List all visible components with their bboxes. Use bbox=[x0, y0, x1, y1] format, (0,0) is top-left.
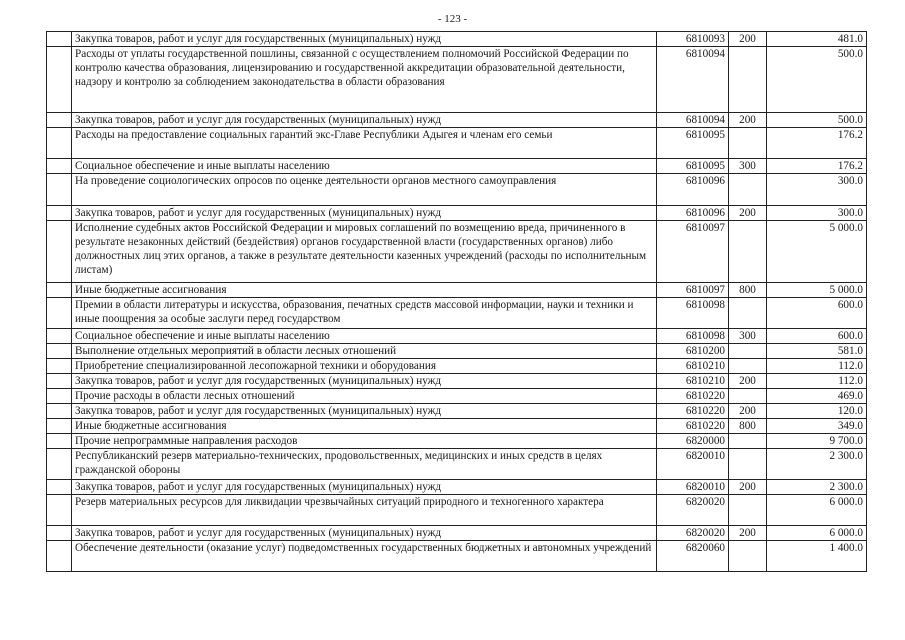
row-blank-cell bbox=[47, 404, 72, 419]
row-type-cell bbox=[729, 128, 767, 159]
table-row bbox=[47, 174, 867, 206]
row-sum-cell: 6 000.0 bbox=[767, 495, 867, 526]
table-row bbox=[47, 128, 867, 159]
row-code-cell: 6820010 bbox=[657, 449, 729, 480]
row-code-cell: 6810210 bbox=[657, 374, 729, 389]
table-row bbox=[47, 113, 867, 128]
row-code-cell: 6810096 bbox=[657, 174, 729, 206]
row-blank-cell bbox=[47, 419, 72, 434]
row-code-cell: 6810096 bbox=[657, 206, 729, 221]
row-blank-cell bbox=[47, 32, 72, 47]
row-code-cell: 6820060 bbox=[657, 541, 729, 572]
table-row bbox=[47, 480, 867, 495]
row-code-cell: 6820000 bbox=[657, 434, 729, 449]
row-sum-cell: 469.0 bbox=[767, 389, 867, 404]
table-row bbox=[47, 329, 867, 344]
table-row bbox=[47, 404, 867, 419]
row-blank-cell bbox=[47, 113, 72, 128]
row-sum-cell: 581.0 bbox=[767, 344, 867, 359]
row-type-cell bbox=[729, 495, 767, 526]
row-code-cell: 6810094 bbox=[657, 47, 729, 113]
row-blank-cell bbox=[47, 434, 72, 449]
row-blank-cell bbox=[47, 206, 72, 221]
row-code-cell: 6820020 bbox=[657, 495, 729, 526]
row-code-cell: 6820010 bbox=[657, 480, 729, 495]
row-code-cell: 6810098 bbox=[657, 298, 729, 329]
row-sum-cell: 6 000.0 bbox=[767, 526, 867, 541]
row-blank-cell bbox=[47, 359, 72, 374]
row-sum-cell: 600.0 bbox=[767, 298, 867, 329]
row-name-cell: Обеспечение деятельности (оказание услуг) подведомственных государственных бюджетных и автономных учреждений bbox=[72, 541, 657, 572]
row-type-cell bbox=[729, 359, 767, 374]
row-code-cell: 6810095 bbox=[657, 128, 729, 159]
row-code-cell: 6810200 bbox=[657, 344, 729, 359]
row-sum-cell: 176.2 bbox=[767, 128, 867, 159]
row-sum-cell: 300.0 bbox=[767, 174, 867, 206]
row-blank-cell bbox=[47, 298, 72, 329]
row-sum-cell: 2 300.0 bbox=[767, 449, 867, 480]
row-type-cell bbox=[729, 47, 767, 113]
row-blank-cell bbox=[47, 159, 72, 174]
row-code-cell: 6810220 bbox=[657, 419, 729, 434]
row-type-cell: 300 bbox=[729, 329, 767, 344]
table-row bbox=[47, 526, 867, 541]
row-code-cell: 6810220 bbox=[657, 389, 729, 404]
row-type-cell bbox=[729, 389, 767, 404]
row-sum-cell: 481.0 bbox=[767, 32, 867, 47]
row-sum-cell: 5 000.0 bbox=[767, 283, 867, 298]
row-type-cell: 200 bbox=[729, 32, 767, 47]
row-name-cell: Закупка товаров, работ и услуг для государственных (муниципальных) нужд bbox=[72, 32, 657, 47]
row-type-cell: 200 bbox=[729, 113, 767, 128]
table-row bbox=[47, 298, 867, 329]
row-name-cell: Закупка товаров, работ и услуг для государственных (муниципальных) нужд bbox=[72, 113, 657, 128]
row-sum-cell: 112.0 bbox=[767, 359, 867, 374]
row-sum-cell: 500.0 bbox=[767, 47, 867, 113]
row-name-cell: Иные бюджетные ассигнования bbox=[72, 419, 657, 434]
row-type-cell: 800 bbox=[729, 419, 767, 434]
row-sum-cell: 120.0 bbox=[767, 404, 867, 419]
row-sum-cell: 600.0 bbox=[767, 329, 867, 344]
row-type-cell bbox=[729, 298, 767, 329]
row-code-cell: 6820020 bbox=[657, 526, 729, 541]
table-row bbox=[47, 283, 867, 298]
row-type-cell bbox=[729, 434, 767, 449]
row-code-cell: 6810093 bbox=[657, 32, 729, 47]
row-blank-cell bbox=[47, 449, 72, 480]
table-row bbox=[47, 47, 867, 113]
row-type-cell: 800 bbox=[729, 283, 767, 298]
table-row bbox=[47, 206, 867, 221]
row-blank-cell bbox=[47, 541, 72, 572]
row-blank-cell bbox=[47, 329, 72, 344]
budget-table bbox=[46, 31, 867, 572]
page-number: - 123 - bbox=[437, 13, 468, 25]
row-sum-cell: 112.0 bbox=[767, 374, 867, 389]
row-type-cell: 200 bbox=[729, 374, 767, 389]
row-name-cell: Резерв материальных ресурсов для ликвидации чрезвычайных ситуаций природного и техногенного характера bbox=[72, 495, 657, 526]
row-code-cell: 6810097 bbox=[657, 283, 729, 298]
row-type-cell bbox=[729, 541, 767, 572]
row-type-cell: 200 bbox=[729, 526, 767, 541]
row-name-cell: Приобретение специализированной лесопожарной техники и оборудования bbox=[72, 359, 657, 374]
row-blank-cell bbox=[47, 526, 72, 541]
row-type-cell: 200 bbox=[729, 480, 767, 495]
row-sum-cell: 5 000.0 bbox=[767, 221, 867, 283]
row-name-cell: Исполнение судебных актов Российской Федерации и мировых соглашений по возмещению вреда, причиненного в результате незаконных действий (бездействия) органов государственной власти (государственных органов) либо должностных лиц этих органов, а также в результате деятельности казенных учреждений (расходы по исполнительным листам) bbox=[72, 221, 657, 283]
row-type-cell: 300 bbox=[729, 159, 767, 174]
row-blank-cell bbox=[47, 480, 72, 495]
table-row bbox=[47, 449, 867, 480]
table-row bbox=[47, 159, 867, 174]
budget-table-body bbox=[47, 32, 867, 572]
row-name-cell: Иные бюджетные ассигнования bbox=[72, 283, 657, 298]
row-blank-cell bbox=[47, 374, 72, 389]
row-type-cell bbox=[729, 221, 767, 283]
row-name-cell: Закупка товаров, работ и услуг для государственных (муниципальных) нужд bbox=[72, 404, 657, 419]
row-sum-cell: 9 700.0 bbox=[767, 434, 867, 449]
row-name-cell: Закупка товаров, работ и услуг для государственных (муниципальных) нужд bbox=[72, 374, 657, 389]
row-sum-cell: 176.2 bbox=[767, 159, 867, 174]
table-row bbox=[47, 374, 867, 389]
row-blank-cell bbox=[47, 221, 72, 283]
row-code-cell: 6810098 bbox=[657, 329, 729, 344]
row-sum-cell: 2 300.0 bbox=[767, 480, 867, 495]
row-blank-cell bbox=[47, 174, 72, 206]
row-type-cell: 200 bbox=[729, 206, 767, 221]
row-code-cell: 6810210 bbox=[657, 359, 729, 374]
row-name-cell: Закупка товаров, работ и услуг для государственных (муниципальных) нужд bbox=[72, 206, 657, 221]
row-name-cell: Закупка товаров, работ и услуг для государственных (муниципальных) нужд bbox=[72, 526, 657, 541]
row-code-cell: 6810094 bbox=[657, 113, 729, 128]
row-name-cell: Расходы на предоставление социальных гарантий экс-Главе Республики Адыгея и членам его семьи bbox=[72, 128, 657, 159]
row-name-cell: Прочие непрограммные направления расходов bbox=[72, 434, 657, 449]
row-name-cell: Премии в области литературы и искусства, образования, печатных средств массовой информации, науки и техники и иные поощрения за особые заслуги перед государством bbox=[72, 298, 657, 329]
row-name-cell: Социальное обеспечение и иные выплаты населению bbox=[72, 159, 657, 174]
row-sum-cell: 500.0 bbox=[767, 113, 867, 128]
row-type-cell: 200 bbox=[729, 404, 767, 419]
table-row bbox=[47, 434, 867, 449]
row-sum-cell: 349.0 bbox=[767, 419, 867, 434]
table-row bbox=[47, 541, 867, 572]
table-row bbox=[47, 389, 867, 404]
row-name-cell: Социальное обеспечение и иные выплаты населению bbox=[72, 329, 657, 344]
row-sum-cell: 300.0 bbox=[767, 206, 867, 221]
row-type-cell bbox=[729, 449, 767, 480]
row-name-cell: Прочие расходы в области лесных отношений bbox=[72, 389, 657, 404]
row-name-cell: На проведение социологических опросов по оценке деятельности органов местного самоуправления bbox=[72, 174, 657, 206]
table-row bbox=[47, 359, 867, 374]
row-blank-cell bbox=[47, 344, 72, 359]
row-name-cell: Закупка товаров, работ и услуг для государственных (муниципальных) нужд bbox=[72, 480, 657, 495]
row-blank-cell bbox=[47, 47, 72, 113]
row-code-cell: 6810220 bbox=[657, 404, 729, 419]
row-blank-cell bbox=[47, 128, 72, 159]
table-row bbox=[47, 221, 867, 283]
row-blank-cell bbox=[47, 495, 72, 526]
row-blank-cell bbox=[47, 389, 72, 404]
row-sum-cell: 1 400.0 bbox=[767, 541, 867, 572]
row-blank-cell bbox=[47, 283, 72, 298]
row-code-cell: 6810095 bbox=[657, 159, 729, 174]
row-name-cell: Республиканский резерв материально-технических, продовольственных, медицинских и иных средств в целях гражданской обороны bbox=[72, 449, 657, 480]
table-row bbox=[47, 32, 867, 47]
row-type-cell bbox=[729, 344, 767, 359]
table-row bbox=[47, 419, 867, 434]
row-name-cell: Расходы от уплаты государственной пошлины, связанной с осуществлением полномочий Российской Федерации по контролю качества образования, лицензированию и государственной аккредитации образовательной деятельности, надзору и контролю за соблюдением законодательства в области образования bbox=[72, 47, 657, 113]
table-row bbox=[47, 344, 867, 359]
row-code-cell: 6810097 bbox=[657, 221, 729, 283]
row-name-cell: Выполнение отдельных мероприятий в области лесных отношений bbox=[72, 344, 657, 359]
row-type-cell bbox=[729, 174, 767, 206]
table-row bbox=[47, 495, 867, 526]
